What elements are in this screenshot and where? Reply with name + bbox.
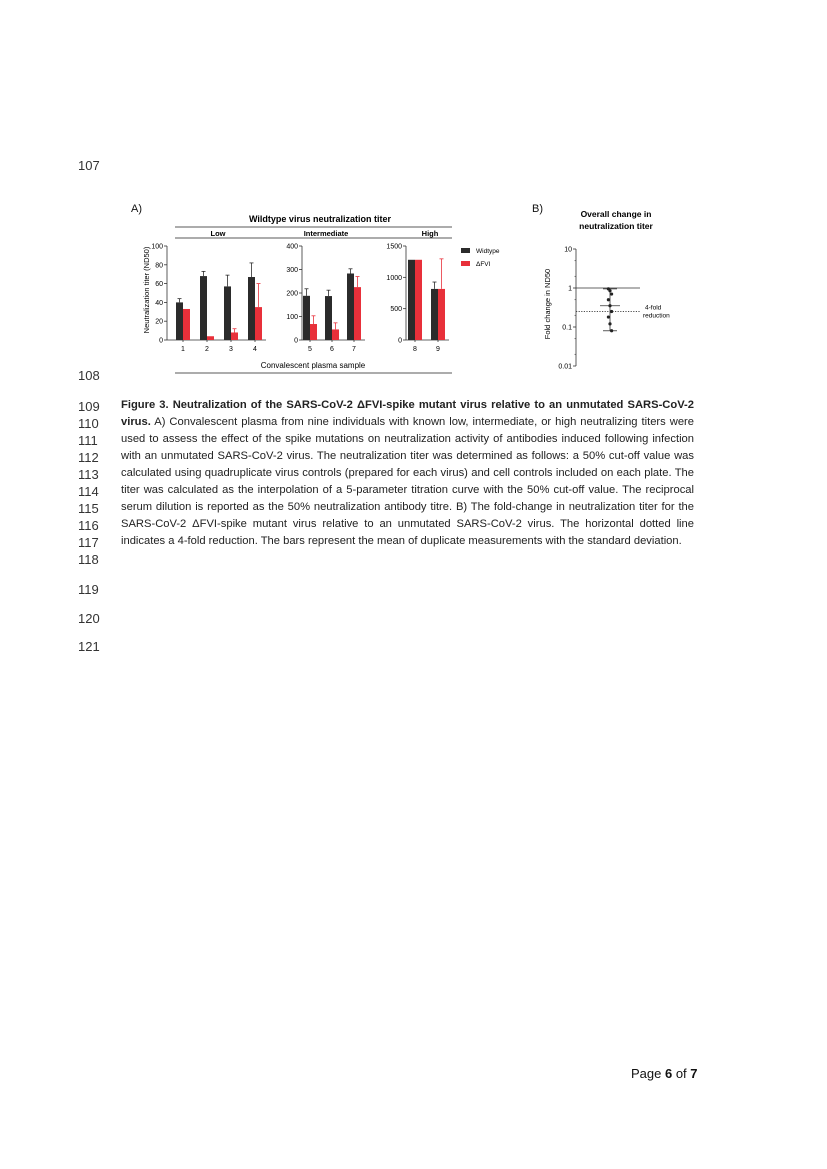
- data-point: [607, 315, 610, 318]
- data-point: [610, 310, 613, 313]
- line-number: 114: [78, 484, 99, 499]
- bar-widtype: [431, 289, 438, 340]
- chart-title: Wildtype virus neutralization titer: [249, 214, 391, 224]
- data-point: [610, 292, 613, 295]
- x-tick-label: 1: [181, 346, 185, 353]
- y-tick-label: 1: [568, 285, 572, 293]
- bar-widtype: [200, 276, 207, 340]
- x-tick-label: 9: [436, 346, 440, 353]
- x-tick-label: 2: [205, 346, 209, 353]
- y-tick-label: 20: [155, 318, 163, 326]
- data-point: [608, 304, 611, 307]
- bar-δfvi: [438, 289, 445, 340]
- data-point: [607, 298, 610, 301]
- y-tick-label: 80: [155, 262, 163, 270]
- bar-widtype: [248, 277, 255, 340]
- line-number: 107: [78, 158, 100, 173]
- x-tick-label: 8: [413, 346, 417, 353]
- line-number: 111: [78, 433, 98, 448]
- caption-body: A) Convalescent plasma from nine individuals with known low, intermediate, or high neutralizing titers were used to assess the effect of the spike mutations on neutralization activity of antibodies induced following infection with an unmutated SARS-CoV-2 virus. The neutralization titer was determined as follows: a 50% cut-off value was calculated using quadruplicate virus controls (prepared for each virus) and cell controls included on each plate. The titer was calculated as the interpolation of a 5-parameter titration curve with the 50% cut-off value. The reciprocal serum dilution is reported as the 50% neutralization antibody titre. B) The fold-change in neutralization titer for the SARS-CoV-2 ΔFVI-spike mutant virus relative to an unmutated SARS-CoV-2 virus. The horizontal dotted line indicates a 4-fold reduction. The bars represent the mean of duplicate measurements with the standard deviation.: [121, 416, 694, 547]
- y-tick-label: 500: [390, 306, 402, 314]
- y-tick-label: 10: [564, 246, 572, 254]
- line-number: 112: [78, 450, 99, 465]
- x-tick-label: 7: [352, 346, 356, 353]
- y-tick-label: 100: [151, 243, 163, 251]
- bar-δfvi: [231, 332, 238, 340]
- legend-swatch: [461, 248, 470, 253]
- y-tick-label: 0: [398, 337, 402, 345]
- y-tick-label: 0.01: [558, 363, 572, 371]
- line-number: 118: [78, 552, 99, 567]
- line-number: 119: [78, 582, 99, 597]
- y-axis-label: Fold change in ND50: [543, 268, 552, 340]
- y-tick-label: 200: [286, 290, 298, 298]
- footer-page-total: 7: [690, 1066, 698, 1081]
- y-tick-label: 1500: [386, 243, 402, 251]
- x-tick-label: 5: [308, 346, 312, 353]
- line-number: 121: [78, 639, 100, 654]
- y-tick-label: 100: [286, 314, 298, 321]
- bar-δfvi: [332, 329, 339, 340]
- x-axis-label: Convalescent plasma sample: [260, 361, 366, 370]
- chart-title-continued: neutralization titer: [579, 221, 653, 231]
- bar-widtype: [303, 296, 310, 340]
- bar-δfvi: [207, 336, 214, 340]
- bar-δfvi: [255, 307, 262, 340]
- bar-δfvi: [415, 260, 422, 340]
- footer-of: of: [672, 1066, 691, 1081]
- bar-widtype: [347, 273, 354, 340]
- x-tick-label: 3: [229, 346, 233, 353]
- y-axis-label: Neutralization titer (ND50): [142, 246, 151, 334]
- data-point: [608, 289, 611, 292]
- threshold-label: 4-fold: [645, 304, 662, 312]
- legend-label: Widtype: [476, 248, 500, 255]
- chart-title: Overall change in: [580, 209, 652, 219]
- page-footer: [631, 1066, 698, 1081]
- data-point: [610, 329, 613, 332]
- group-label-intermediate: Intermediate: [303, 229, 349, 238]
- bar-δfvi: [183, 309, 190, 340]
- legend-label: ΔFVI: [476, 261, 491, 268]
- fold-change-scatter-chart: [530, 200, 690, 380]
- legend-swatch: [461, 261, 470, 266]
- line-number: 116: [78, 518, 99, 533]
- y-tick-label: 0.1: [562, 324, 572, 332]
- data-point: [608, 322, 611, 325]
- neutralization-bar-chart: [130, 200, 530, 380]
- panel-a-label: A): [131, 203, 142, 215]
- caption-title: Figure 3. Neutralization of the SARS-CoV-2 ΔFVI-spike mutant virus relative to an unmutated SARS-CoV-2 virus.: [121, 399, 694, 428]
- y-tick-label: 300: [286, 267, 298, 274]
- bar-δfvi: [310, 324, 317, 340]
- line-number: 120: [78, 611, 100, 626]
- x-tick-label: 6: [330, 346, 334, 353]
- y-tick-label: 400: [286, 243, 298, 251]
- threshold-label-continued: reduction: [643, 312, 670, 320]
- y-tick-label: 1000: [386, 274, 402, 282]
- y-tick-label: 0: [294, 337, 298, 345]
- y-tick-label: 60: [155, 281, 163, 289]
- bar-widtype: [408, 260, 415, 340]
- x-tick-label: 4: [253, 346, 257, 353]
- bar-widtype: [176, 302, 183, 340]
- y-tick-label: 0: [159, 337, 163, 345]
- footer-prefix: Page: [631, 1066, 665, 1081]
- bar-widtype: [224, 286, 231, 340]
- line-number: 113: [78, 467, 99, 482]
- panel-b-label: B): [532, 203, 543, 215]
- line-number: 110: [78, 416, 99, 431]
- line-number: 109: [78, 399, 100, 414]
- bar-widtype: [325, 296, 332, 340]
- line-number: 117: [78, 535, 99, 550]
- group-label-high: High: [421, 229, 439, 238]
- figure-caption: [121, 397, 694, 550]
- y-tick-label: 40: [155, 299, 163, 307]
- footer-page-number: 6: [664, 1066, 673, 1081]
- bar-δfvi: [354, 287, 361, 340]
- group-label-low: Low: [210, 229, 226, 238]
- line-number: 115: [78, 501, 99, 516]
- line-number: 108: [78, 368, 100, 383]
